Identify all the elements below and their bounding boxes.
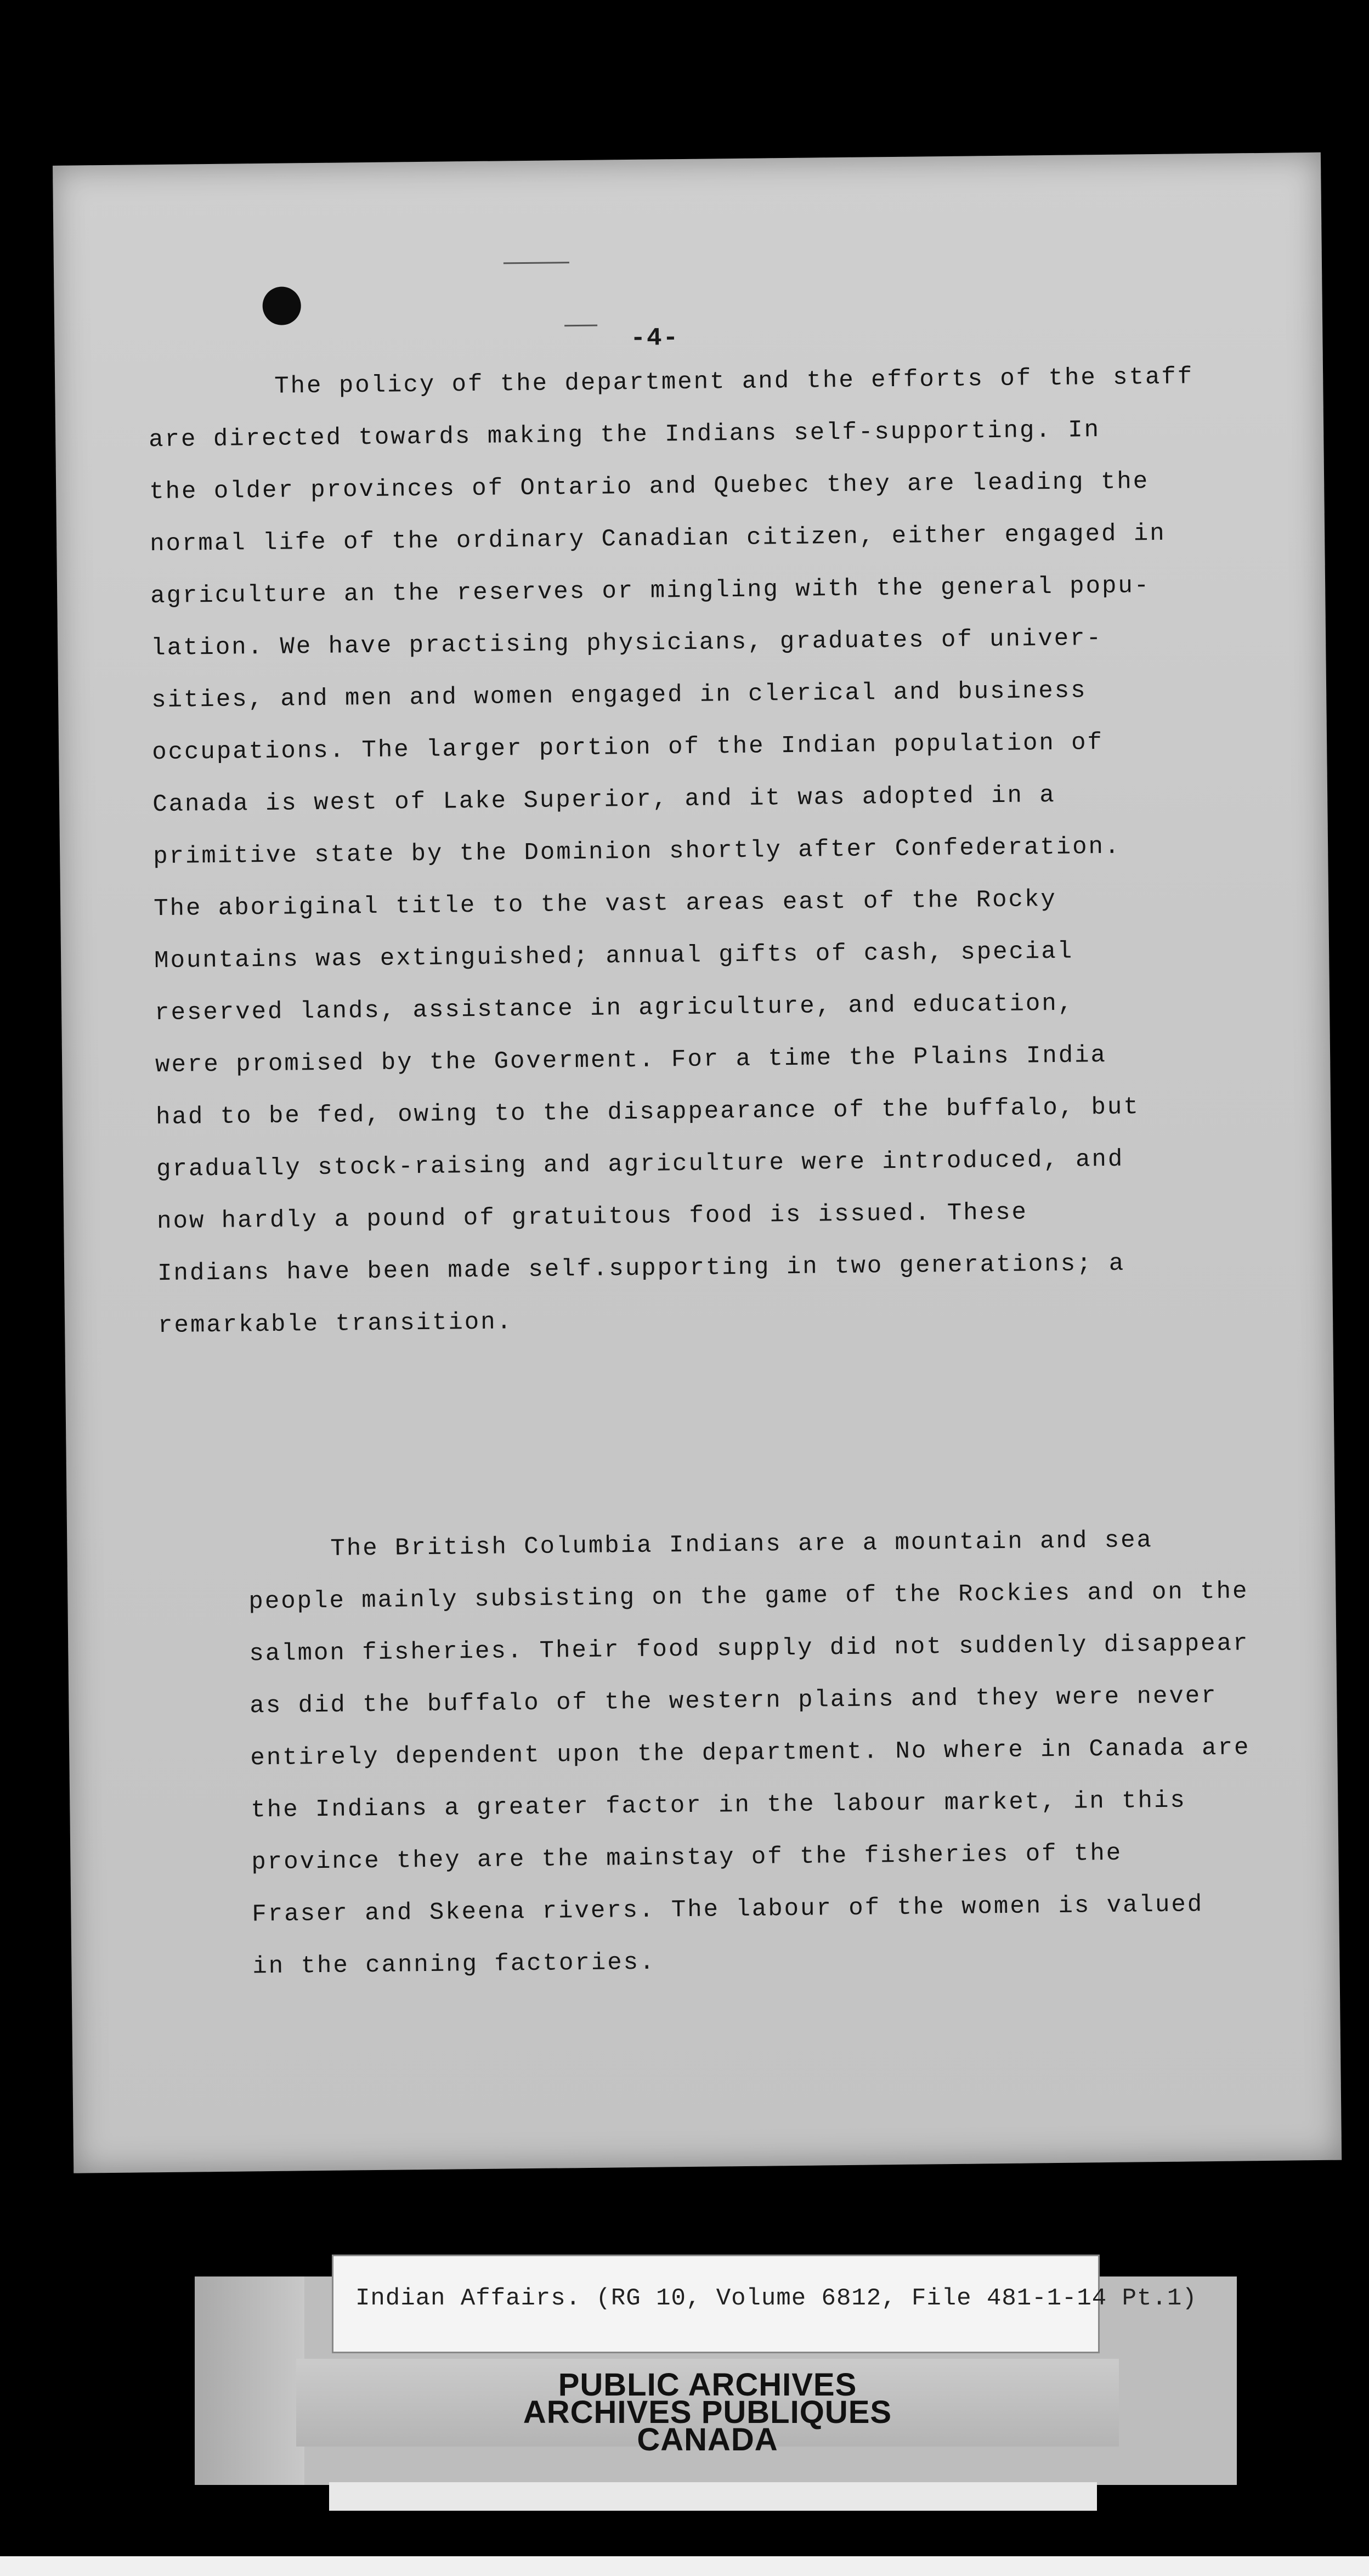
text-line: as did the buffalo of the western plains and they were never <box>250 1682 1218 1720</box>
text-line: reserved lands, assistance in agriculture, and education, <box>154 990 1074 1027</box>
text-line: entirely dependent upon the department. No where in Canada are <box>250 1734 1251 1772</box>
film-edge <box>0 2556 1369 2576</box>
text-line: Mountains was extinguished; annual gifts of cash, special <box>154 937 1074 975</box>
text-line: the Indians a greater factor in the labour market, in this <box>251 1787 1187 1824</box>
text-line: primitive state by the Dominion shortly after Confederation. <box>152 833 1121 871</box>
text-line: in the canning factories. <box>252 1948 656 1981</box>
text-line: the older provinces of Ontario and Quebec they are leading the <box>149 468 1150 506</box>
text-line: Indians have been made self.supporting in two generations; a <box>157 1250 1125 1288</box>
stamp-line-english: PUBLIC ARCHIVES <box>558 2367 857 2403</box>
archives-stamp <box>296 2359 1119 2458</box>
punch-hole <box>262 286 301 325</box>
paragraph-2 <box>248 1513 1253 1993</box>
typed-page <box>53 152 1342 2173</box>
text-line: now hardly a pound of gratuitous food is issued. These <box>156 1199 1028 1236</box>
text-line: occupations. The larger portion of the Indian population of <box>151 728 1104 767</box>
text-line: The policy of the department and the efforts of the staff <box>274 363 1194 400</box>
text-line: normal life of the ordinary Canadian citizen, either engaged in <box>149 519 1166 558</box>
band-shadow <box>195 2276 304 2485</box>
text-line: province they are the mainstay of the fisheries of the <box>251 1839 1123 1877</box>
text-line: salmon fisheries. Their food supply did not suddenly disappear <box>249 1630 1249 1668</box>
stamp-line-country: CANADA <box>637 2422 778 2458</box>
citation-text: Indian Affairs. (RG 10, Volume 6812, File 481-1-14 Pt.1) <box>355 2285 1197 2312</box>
text-line: Fraser and Skeena rivers. The labour of the women is valued <box>252 1891 1204 1929</box>
citation-label <box>332 2255 1197 2353</box>
text-line: were promised by the Goverment. For a time the Plains India <box>155 1041 1107 1080</box>
text-line: remarkable transition. <box>157 1308 513 1340</box>
text-line: had to be fed, owing to the disappearance of the buffalo, but <box>155 1093 1140 1132</box>
stray-mark <box>564 325 597 327</box>
text-line: are directed towards making the Indians self-supporting. In <box>148 416 1101 454</box>
label-strip <box>329 2482 1097 2511</box>
text-line: sities, and men and women engaged in clerical and business <box>151 677 1087 715</box>
text-line: The British Columbia Indians are a mountain and sea <box>330 1527 1153 1563</box>
stray-mark <box>504 262 569 264</box>
stamp-line-french: ARCHIVES PUBLIQUES <box>523 2394 892 2430</box>
text-line: lation. We have practising physicians, graduates of univer- <box>150 625 1103 663</box>
text-line: The aboriginal title to the vast areas east of the Rocky <box>153 885 1057 923</box>
text-line: Canada is west of Lake Superior, and it was adopted in a <box>152 781 1056 819</box>
page-number: -4- <box>630 324 680 353</box>
text-line: agriculture an the reserves or mingling with the general popu- <box>150 572 1151 611</box>
text-line: people mainly subsisting on the game of the Rockies and on the <box>248 1578 1249 1616</box>
paragraph-1 <box>148 351 1204 1351</box>
text-line: gradually stock-raising and agriculture were introduced, and <box>156 1145 1124 1184</box>
